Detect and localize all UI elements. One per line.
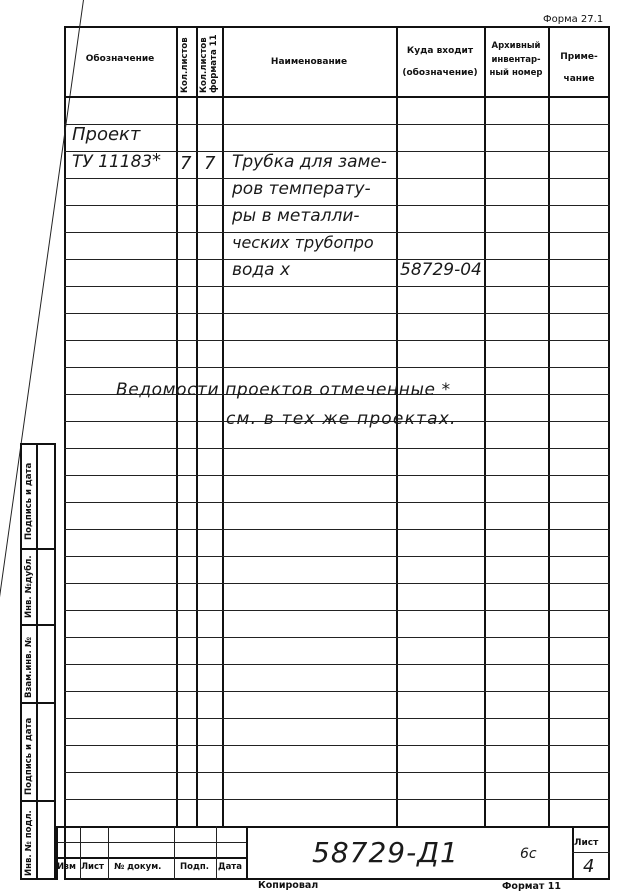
sheet-number: 4: [583, 856, 595, 877]
doc-code: 58729-Д1: [312, 836, 459, 869]
side-label-inv-dup: Инв. №дубл.: [24, 555, 34, 618]
header-sheets-format: Кол.листов формата 11: [199, 34, 219, 93]
name-line-5: вода х: [232, 260, 291, 280]
tb-doc-no: № докум.: [114, 862, 162, 872]
header-name: Наименование: [270, 57, 348, 67]
header-notes: Приме- чание: [560, 52, 598, 85]
header-where-used: Куда входит (обозначение): [402, 46, 478, 79]
name-line-4: ческих трубопро: [232, 233, 374, 252]
where-used-value: 58729-04: [400, 260, 482, 280]
section-title: Проект: [72, 124, 141, 145]
header-sheets-count: Кол.листов: [180, 37, 190, 93]
name-line-3: ры в металли-: [232, 206, 360, 226]
header-archive-number: Архивный инвентар- ный номер: [489, 41, 543, 79]
tb-sign: Подп.: [180, 862, 209, 872]
asterisk-mark: *: [152, 150, 161, 171]
side-label-inv-orig: Инв. № подл.: [24, 810, 34, 876]
footer-copied: Копировал: [258, 880, 319, 891]
form-label: Форма 27.1: [543, 14, 604, 25]
note-line-1: Ведомости проектов отмеченные *: [116, 380, 451, 400]
sheets-count-value: 7: [180, 153, 192, 174]
note-line-2: см. в тех же проектах.: [226, 409, 457, 429]
header-designation: Обозначение: [85, 54, 155, 64]
name-line-1: Трубка для заме-: [232, 152, 387, 172]
name-line-2: ров температу-: [232, 179, 371, 199]
tb-date: Дата: [218, 862, 242, 872]
handwritten-mark: 6c: [520, 846, 537, 862]
designation-value: ТУ 11183: [72, 152, 153, 172]
side-label-vzam: Взам.инв. №: [24, 637, 34, 698]
tb-list: Лист: [81, 862, 104, 872]
side-label-sign-date-top: Подпись и дата: [24, 462, 34, 540]
side-label-sign-date-bottom: Подпись и дата: [24, 717, 34, 795]
sheets-format-value: 7: [204, 153, 216, 174]
tb-izm: Изм: [57, 862, 77, 872]
sheet-label: Лист: [574, 838, 599, 848]
footer-format: Формат 11: [502, 881, 561, 892]
